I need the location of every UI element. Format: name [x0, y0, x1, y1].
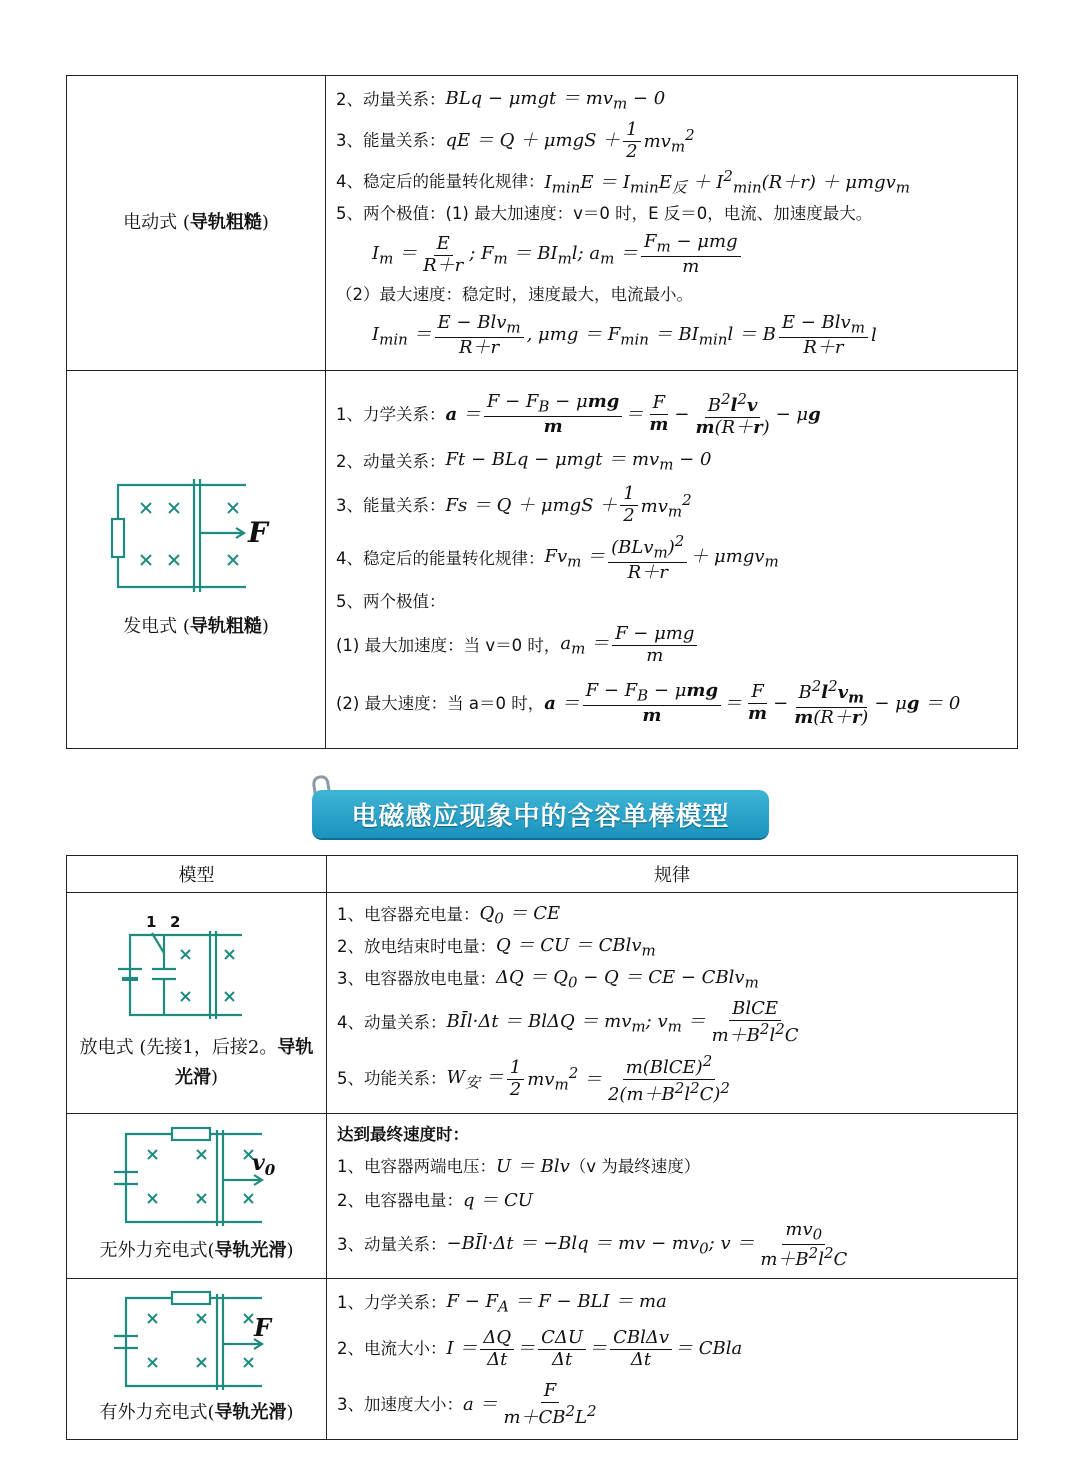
rules-cell	[327, 1114, 1018, 1279]
rule-line: 1、力学关系： a ＝ $\frac{F - F_B - \mu mg}{m}$ ＝ $\frac{F}{m}$ − $\frac{B^2l^2v}{m(R+r)}$ − μg	[336, 389, 821, 438]
model-name: 发电式 (导轨粗糙)	[123, 616, 269, 637]
rule-line: 4、稳定后的能量转化规律： $I_{min}E = I_{min}E_反 + I^2_{min}(R+r) + \mu mgv_m$	[336, 167, 910, 197]
table-capacitor-rod	[66, 855, 1018, 1440]
rules-cell	[326, 371, 1018, 749]
table-row	[67, 1114, 1018, 1279]
rule-line: 2、动量关系： Ft − BLq − $\mu mgt = mv_m - 0$	[336, 449, 712, 474]
table-row	[67, 371, 1018, 749]
rule-line: 2、电容器电量： q ＝ CU	[337, 1190, 533, 1212]
model-name: 放电式 (先接1，后接2。导轨 光滑)	[79, 1037, 314, 1088]
rule-line: 3、加速度大小： a ＝ $\frac{F}{m+CB^2L^2}$	[337, 1380, 597, 1428]
banner-title: 电磁感应现象中的含容单棒模型	[351, 801, 730, 832]
rules-cell	[327, 1279, 1018, 1440]
model-name: 有外力充电式(导轨光滑)	[99, 1402, 294, 1423]
table-header-row	[67, 856, 1018, 893]
switch-label-1: 1	[145, 913, 156, 931]
header-rule: 规律	[327, 856, 1018, 893]
rule-line: 2、放电结束时电量： Q ＝ CU ＝ CBlv$_m$	[337, 934, 656, 960]
rule-line: （2）最大速度：稳定时，速度最大，电流最小。	[336, 285, 693, 305]
rule-line: 5、功能关系： $W_安$ ＝ $\frac{1}{2}$ $mv_m^2$ ＝ $\frac{m(BlCE)^2}{2(m+B^2l^2C)^2}$	[337, 1051, 730, 1105]
rules-cell	[326, 76, 1018, 371]
velocity-label: $v_0$	[251, 1150, 275, 1179]
table-row	[67, 893, 1018, 1114]
model-name: 电动式 (导轨粗糙)	[123, 212, 269, 233]
rule-line: 4、动量关系： BĪl·Δt ＝ $Bl\Delta Q = mv_m$; $v_m$ ＝ $\frac{\text{BlCE}}{m+B^2l^2C}$	[337, 998, 799, 1046]
generator-circuit-diagram	[96, 477, 296, 592]
rule-line: 2、电流大小： I ＝ $\frac{\Delta Q}{\Delta t}$ ＝ $\frac{\text{CΔU}}{\Delta t}$ ＝ $\frac{\text{CBlΔv}}{\Delta t}$ ＝ CBla	[337, 1326, 743, 1370]
model-cell	[67, 1114, 327, 1279]
external-force-charging-circuit-diagram	[112, 1290, 282, 1394]
force-label: F	[253, 1313, 271, 1342]
rule-line: 2、动量关系： BLq − $\mu mgt = mv_m - 0$	[336, 87, 666, 113]
rule-heading: 达到最终速度时：	[337, 1125, 469, 1145]
table-row	[67, 76, 1018, 371]
rules-cell	[327, 893, 1018, 1114]
no-force-charging-circuit-diagram	[112, 1126, 282, 1230]
rule-line: 1、电容器充电量： $Q_0$ ＝ CE	[337, 902, 561, 928]
rule-line: (1) 最大加速度：当 v＝0 时， $a_m$ ＝ $\frac{\text{F − μmg}}{m}$	[336, 617, 1007, 675]
discharge-circuit-diagram	[112, 913, 282, 1033]
model-name: 无外力充电式(导轨光滑)	[99, 1240, 294, 1261]
rule-line: 5、两个极值：	[336, 591, 446, 611]
rule-line: 1、电容器两端电压： U ＝ Blv （v 为最终速度）	[337, 1156, 701, 1178]
rule-line: 3、动量关系： −BĪl·Δt ＝ −Blq ＝ mv − $mv_0$; v ＝ $\frac{mv_0}{m+B^2l^2C}$	[337, 1218, 848, 1270]
model-cell	[67, 76, 326, 371]
model-cell	[67, 1279, 327, 1440]
rule-line: 5、两个极值：(1) 最大加速度：v＝0 时，E 反＝0，电流、加速度最大。	[336, 204, 873, 224]
rule-line: $I_{min}$ ＝ $\frac{E - Blv_m}{R+r}$ , $\mu mg = F_{min} = BI_{min}l = B$ $\frac{E - Blv_m}{R+r}$ l	[372, 312, 877, 359]
model-cell	[67, 371, 326, 749]
rule-line: 3、能量关系： Fs ＝ Q ＋ μmgS ＋ $\frac{1}{2}$ $mv_m^2$	[336, 483, 692, 526]
model-cell	[67, 893, 327, 1114]
rule-line: 4、稳定后的能量转化规律： $Fv_m$ ＝ $\frac{(BLv_m)^2}{R+r}$ ＋ μmgv$_m$	[336, 532, 779, 584]
rule-line: 3、电容器放电电量： $\Delta Q = Q_0 - Q$ ＝ CE − CBlv$_m$	[337, 966, 759, 992]
rule-line: $I_m$ ＝ $\frac{E}{R+r}$ ; $F_m = BI_ml$; $a_m$ ＝ $\frac{F_m - \mu mg}{m}$	[336, 229, 1007, 281]
force-label: F	[248, 516, 268, 549]
header-model: 模型	[67, 856, 327, 893]
switch-label-2: 2	[169, 913, 180, 931]
rule-line: (2) 最大速度：当 a＝0 时， a ＝ $\frac{F - F_B - \mu mg}{m}$ ＝ $\frac{F}{m}$ − $\frac{B^2l^2v_m}{m(R+r)}$ − μg ＝ 0	[336, 677, 961, 729]
rule-line: 1、力学关系： $F - F_A = F$ − BLI ＝ ma	[337, 1290, 667, 1316]
table-single-rod-friction	[66, 75, 1018, 749]
rule-line: 3、能量关系： qE ＝ Q ＋ μmgS ＋ $\frac{1}{2}$ $mv_m^2$	[336, 118, 695, 162]
section-banner	[312, 790, 769, 838]
table-row	[67, 1279, 1018, 1440]
